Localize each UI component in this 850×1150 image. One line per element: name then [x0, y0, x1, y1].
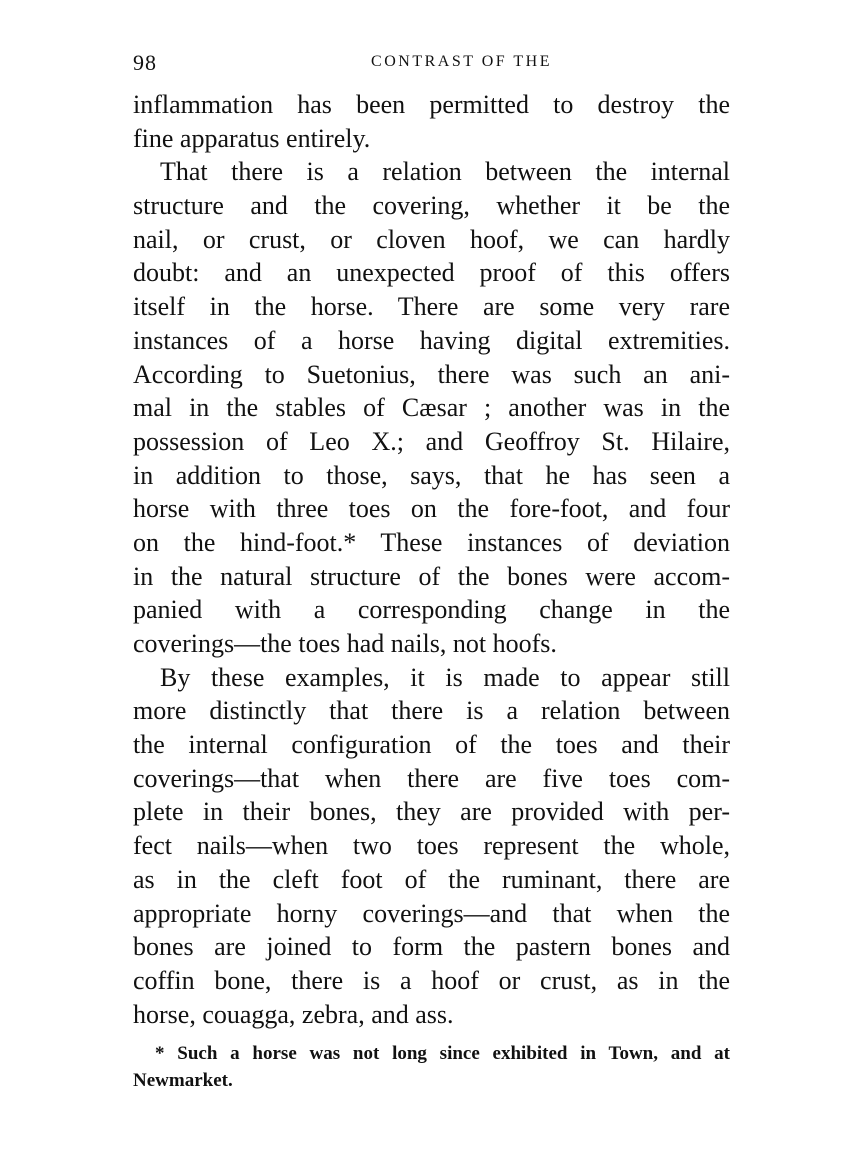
footnote-line: Newmarket.: [133, 1070, 233, 1091]
text-line: the internal configuration of the toes and their: [133, 730, 730, 760]
text-line: mal in the stables of Cæsar ; another was in the: [133, 393, 730, 423]
text-line: inflammation has been permitted to destroy the: [133, 90, 730, 119]
text-line: plete in their bones, they are provided with per-: [133, 797, 730, 827]
running-title: CONTRAST OF THE: [371, 53, 552, 70]
text-line: on the hind-foot.* These instances of deviation: [133, 527, 730, 557]
text-line: coffin bone, there is a hoof or crust, as in the: [133, 965, 730, 995]
text-line: fect nails—when two toes represent the whole,: [133, 831, 730, 861]
text-line: more distinctly that there is a relation between: [133, 696, 730, 726]
footnote: [133, 1040, 730, 1094]
text-line: horse, couagga, zebra, and ass.: [133, 999, 454, 1029]
text-line: By these examples, it is made to appear still: [160, 662, 730, 692]
footnote-line: * Such a horse was not long since exhibited in Town, and at: [155, 1043, 730, 1064]
text-line: possession of Leo X.; and Geoffroy St. Hilaire,: [133, 426, 730, 456]
text-line: as in the cleft foot of the ruminant, there are: [133, 864, 730, 894]
body-text: [133, 88, 730, 1031]
text-line: coverings—the toes had nails, not hoofs.: [133, 629, 557, 658]
text-line: horse with three toes on the fore-foot, and four: [133, 494, 730, 524]
running-head: [133, 50, 730, 76]
text-line: coverings—that when there are five toes com-: [133, 763, 730, 793]
text-line: According to Suetonius, there was such an ani-: [133, 359, 730, 389]
text-line: bones are joined to form the pastern bones and: [133, 932, 730, 962]
text-line: instances of a horse having digital extremities.: [133, 325, 730, 355]
text-line: That there is a relation between the internal: [160, 157, 730, 187]
text-line: nail, or crust, or cloven hoof, we can hardly: [133, 224, 730, 254]
text-line: in addition to those, says, that he has seen a: [133, 460, 730, 490]
text-line: itself in the horse. There are some very rare: [133, 292, 730, 322]
text-line: doubt: and an unexpected proof of this offers: [133, 258, 730, 288]
text-line: in the natural structure of the bones were accom-: [133, 561, 730, 591]
text-line: structure and the covering, whether it be the: [133, 191, 730, 221]
page-number: 98: [133, 50, 157, 75]
text-line: panied with a corresponding change in the: [133, 595, 730, 625]
text-line: fine apparatus entirely.: [133, 123, 371, 153]
text-line: appropriate horny coverings—and that when the: [133, 898, 730, 928]
